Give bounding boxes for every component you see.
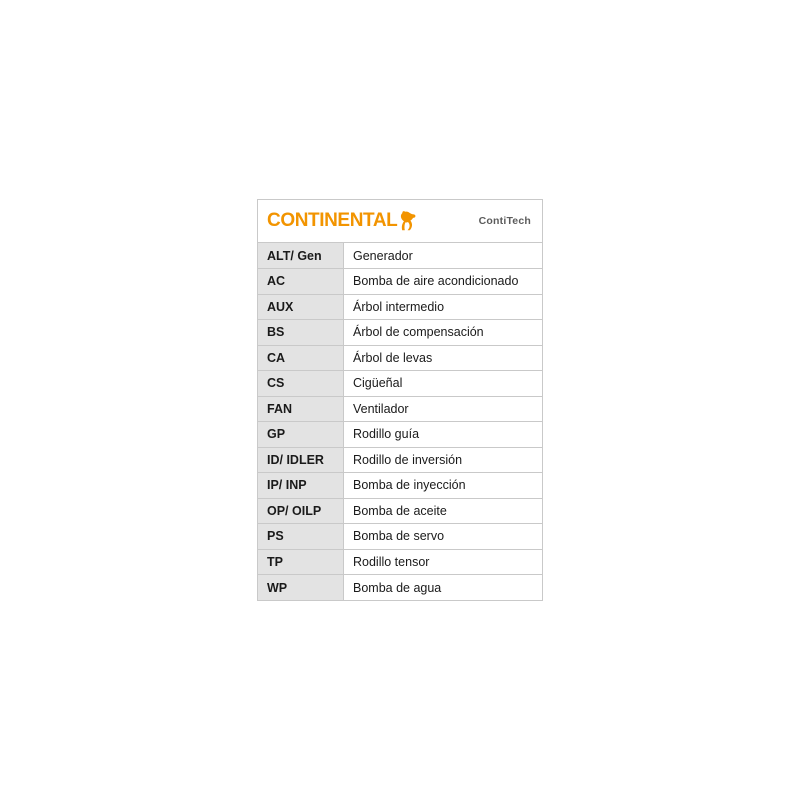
description-cell: Rodillo de inversión [344, 447, 543, 473]
description-cell: Ventilador [344, 396, 543, 422]
abbreviation-table [258, 243, 542, 600]
abbreviation-cell: AC [258, 269, 344, 295]
brand-wordmark: CONTINENTAL [267, 210, 398, 231]
table-row [258, 294, 542, 320]
abbreviation-cell: ALT/ Gen [258, 243, 344, 269]
abbreviation-cell: GP [258, 422, 344, 448]
abbreviation-cell: ID/ IDLER [258, 447, 344, 473]
table-row [258, 447, 542, 473]
abbreviation-legend-card [257, 199, 543, 601]
abbreviation-cell: CA [258, 345, 344, 371]
abbreviation-cell: IP/ INP [258, 473, 344, 499]
brand-header [258, 200, 542, 243]
table-row [258, 473, 542, 499]
table-row [258, 524, 542, 550]
abbreviation-cell: BS [258, 320, 344, 346]
continental-logo [267, 211, 416, 231]
abbreviation-cell: PS [258, 524, 344, 550]
table-row [258, 396, 542, 422]
abbreviation-cell: TP [258, 549, 344, 575]
abbreviation-cell: FAN [258, 396, 344, 422]
table-row [258, 549, 542, 575]
description-cell: Árbol de levas [344, 345, 543, 371]
description-cell: Bomba de aire acondicionado [344, 269, 543, 295]
table-row [258, 243, 542, 269]
description-cell: Bomba de aceite [344, 498, 543, 524]
abbreviation-cell: OP/ OILP [258, 498, 344, 524]
description-cell: Cigüeñal [344, 371, 543, 397]
description-cell: Árbol de compensación [344, 320, 543, 346]
table-row [258, 345, 542, 371]
table-row [258, 498, 542, 524]
description-cell: Rodillo tensor [344, 549, 543, 575]
table-row [258, 320, 542, 346]
description-cell: Rodillo guía [344, 422, 543, 448]
description-cell: Generador [344, 243, 543, 269]
abbreviation-cell: AUX [258, 294, 344, 320]
table-body [258, 243, 542, 600]
sub-brand-label: ContiTech [478, 215, 531, 227]
abbreviation-cell: WP [258, 575, 344, 601]
abbreviation-cell: CS [258, 371, 344, 397]
table-row [258, 371, 542, 397]
description-cell: Bomba de agua [344, 575, 543, 601]
description-cell: Bomba de servo [344, 524, 543, 550]
table-row [258, 575, 542, 601]
description-cell: Árbol intermedio [344, 294, 543, 320]
table-row [258, 422, 542, 448]
prancing-horse-icon [399, 211, 416, 231]
table-row [258, 269, 542, 295]
description-cell: Bomba de inyección [344, 473, 543, 499]
